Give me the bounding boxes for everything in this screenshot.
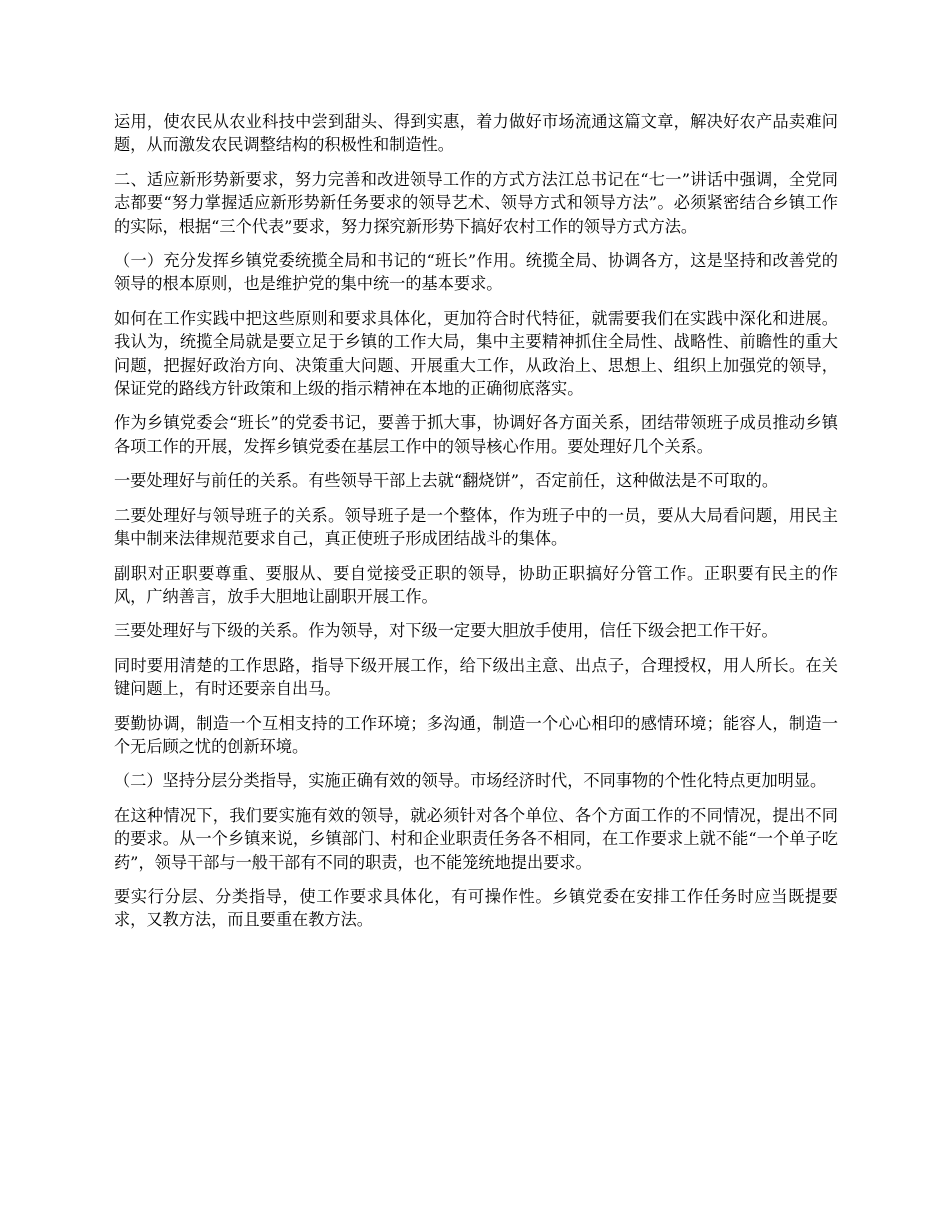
paragraph-9: 三要处理好与下级的关系。作为领导，对下级一定要大胆放手使用，信任下级会把工作干好。 xyxy=(114,621,778,641)
paragraph-11: 要勤协调，制造一个互相支持的工作环境；多沟通，制造一个心心相印的感情环境；能容人，制造一个无后顾之忧的创新环境。 xyxy=(114,713,838,756)
paragraph-14: 要实行分层、分类指导，使工作要求具体化，有可操作性。乡镇党委在安排工作任务时应当既提要求，又教方法，而且要重在教方法。 xyxy=(114,886,838,930)
paragraph-4: 如何在工作实践中把这些原则和要求具体化，更加符合时代特征，就需要我们在实践中深化和进展。我认为，统揽全局就是要立足于乡镇的工作大局，集中主要精神抓住全局性、战略性、前瞻性的重大问题，把握好政治方向、决策重大问题、开展重大工作，从政治上、思想上、组织上加强党的领导，保证党的路线方针政策和上级的指示精神在本地的正确彻底落实。 xyxy=(114,308,838,399)
paragraph-1: 运用，使农民从农业科技中尝到甜头、得到实惠，着力做好市场流通这篇文章，解决好农产品卖难问题，从而激发农民调整结构的积极性和制造性。 xyxy=(114,112,838,155)
paragraph-12: （二）坚持分层分类指导，实施正确有效的领导。市场经济时代，不同事物的个性化特点更加明显。 xyxy=(114,771,827,791)
paragraph-10: 同时要用清楚的工作思路，指导下级开展工作，给下级出主意、出点子，合理授权，用人所长。在关键问题上，有时还要亲自出马。 xyxy=(114,655,838,699)
paragraph-2: 二、适应新形势新要求，努力完善和改进领导工作的方式方法江总书记在“七一”讲话中强调，全党同志都要“努力掌握适应新形势新任务要求的领导艺术、领导方式和领导方法”。必须紧密结合乡镇工作的实际，根据“三个代表”要求，努力探究新形势下搞好农村工作的领导方式方法。 xyxy=(114,169,838,236)
paragraph-5: 作为乡镇党委会“班长”的党委书记，要善于抓大事，协调好各方面关系，团结带领班子成员推动乡镇各项工作的开展，发挥乡镇党委在基层工作中的领导核心作用。要处理好几个关系。 xyxy=(114,413,838,456)
paragraph-13: 在这种情况下，我们要实施有效的领导，就必须针对各个单位、各个方面工作的不同情况，提出不同的要求。从一个乡镇来说，乡镇部门、村和企业职责任务各不相同，在工作要求上就不能“一个单子吃药”，领导干部与一般干部有不同的职责，也不能笼统地提出要求。 xyxy=(114,805,838,872)
paragraph-3: （一）充分发挥乡镇党委统揽全局和书记的“班长”作用。统揽全局、协调各方，这是坚持和改善党的领导的根本原则，也是维护党的集中统一的基本要求。 xyxy=(114,251,838,294)
document-body xyxy=(114,110,838,943)
paragraph-8: 副职对正职要尊重、要服从、要自觉接受正职的领导，协助正职搞好分管工作。正职要有民主的作风，广纳善言，放手大胆地让副职开展工作。 xyxy=(114,563,838,606)
paragraph-7: 二要处理好与领导班子的关系。领导班子是一个整体，作为班子中的一员，要从大局看问题，用民主集中制来法律规范要求自己，真正使班子形成团结战斗的集体。 xyxy=(114,505,838,549)
paragraph-6: 一要处理好与前任的关系。有些领导干部上去就“翻烧饼”，否定前任，这种做法是不可取的。 xyxy=(114,471,779,491)
